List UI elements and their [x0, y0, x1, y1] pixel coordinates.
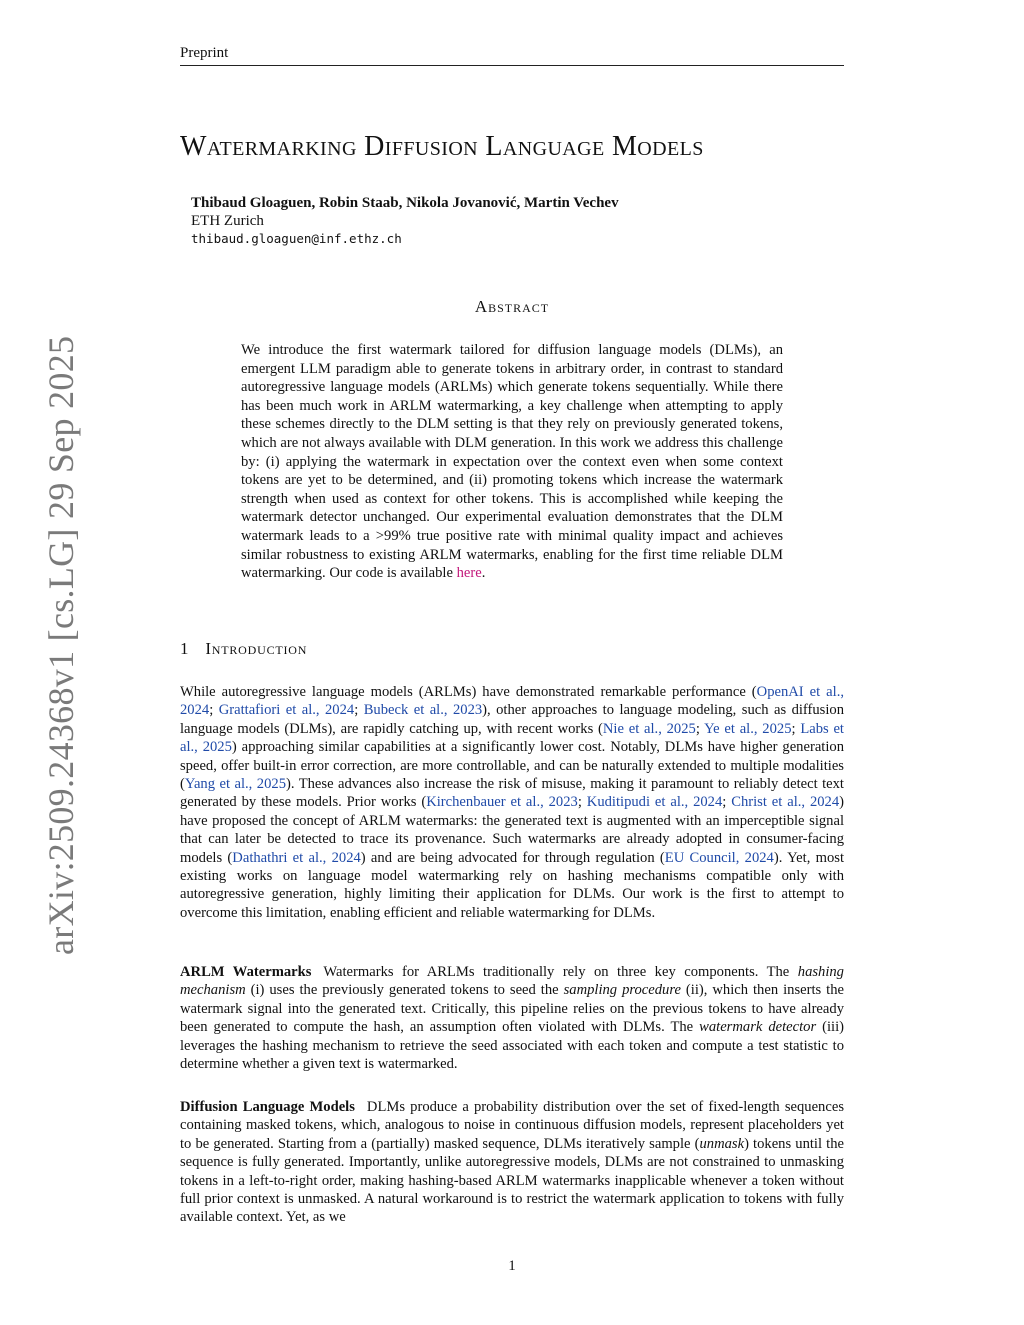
diffusion-language-models-paragraph [180, 1098, 844, 1227]
paragraph-heading: Diffusion Language Models [180, 1099, 355, 1115]
citation-link[interactable]: Kuditipudi et al., 2024 [586, 794, 723, 811]
citation-link[interactable]: Christ et al., 2024 [731, 794, 840, 811]
emphasis-term: hashing mechanism [180, 964, 844, 999]
author-email: thibaud.gloaguen@inf.ethz.ch [191, 231, 402, 246]
citation-link[interactable]: Dathathri et al., 2024 [232, 849, 361, 866]
text-run: ) tokens until the sequence is fully generated. Importantly, unlike autoregressive models, DLMs are not constrained to unmasking tokens in a left-to-right order, making hashing-based ARLM watermarks inapplicable whenever a token without full prior context is unmasked. A natural workaround is to restrict the watermark application to tokens with fully available context. Yet, as we [180, 1135, 844, 1226]
abstract-text: We introduce the first watermark tailored for diffusion language models (DLMs), an emergent LLM paradigm able to generate tokens in arbitrary order, in contrast to standard autoregressive language models (ARLMs) which generate tokens sequentially. While there has been much work in ARLM watermarking, a key challenge when attempting to apply these schemes directly to the DLM setting is that they rely on previously generated tokens, which are not always available with DLM generation. In this work we address this challenge by: (i) applying the watermark in expectation over the context even when some context tokens are yet to be determined, and (ii) promoting tokens which increase the watermark strength when used as context for other tokens. This is accomplished while keeping the watermark detector unchanged. Our experimental evaluation demonstrates that the DLM watermark leads to a >99% true positive rate with minimal quality impact and achieves similar robustness to existing ARLM watermarks, enabling for the first time reliable DLM watermarking. Our code is available [241, 342, 783, 582]
abstract-body [241, 341, 783, 583]
emphasis-term: unmask [699, 1135, 745, 1152]
citation-link[interactable]: Labs et al., 2025 [180, 720, 844, 756]
text-run: (iii) leverages the hashing mechanism to retrieve the seed associated with each token and compute a test statistic to determine whether a given text is watermarked. [180, 1019, 844, 1073]
text-run: ) approaching similar capabilities at a significantly lower cost. Notably, DLMs have higher generation speed, offer built-in error correction, are more controllable, and can be naturally extended to multiple modalities ( [180, 739, 844, 793]
running-head: Preprint [180, 45, 844, 66]
intro-paragraph [180, 683, 844, 922]
text-run: ; [791, 720, 801, 737]
text-run: ) and are being advocated for through regulation ( [360, 849, 665, 866]
emphasis-term: sampling procedure [563, 982, 681, 999]
citation-link[interactable]: Grattafiori et al., 2024 [218, 702, 355, 719]
citation-link[interactable]: Nie et al., 2025 [602, 720, 696, 737]
text-run: While autoregressive language models (ARLMs) have demonstrated remarkable performance ( [180, 684, 757, 700]
text-run: DLMs produce a probability distribution over the set of fixed-length sequences containing masked tokens, which, analogous to noise in continuous diffusion models, represent placeholders yet to be generated. Starting from a (partially) masked sequence, DLMs iteratively sample ( [180, 1099, 844, 1152]
citation-link[interactable]: Ye et al., 2025 [704, 720, 792, 737]
author-block [191, 194, 619, 248]
text-run: (i) uses the previously generated tokens to seed the [245, 982, 564, 999]
text-run: Watermarks for ARLMs traditionally rely on three key components. The [323, 964, 798, 980]
code-link[interactable]: here [456, 565, 482, 582]
text-run: ; [354, 702, 364, 719]
citation-link[interactable]: Kirchenbauer et al., 2023 [426, 794, 578, 811]
abstract-period: . [481, 565, 486, 582]
paragraph-heading: ARLM Watermarks [180, 964, 312, 980]
abstract-heading: Abstract [474, 297, 550, 316]
text-run: ) have proposed the concept of ARLM watermarks: the generated text is augmented with an imperceptible signal that can later be detected to trace its provenance. Such watermarks are already adopted in consumer-facing models ( [180, 794, 845, 866]
citation-link[interactable]: OpenAI et al., 2024 [180, 684, 845, 719]
text-run: ; [695, 720, 705, 737]
citation-link[interactable]: EU Council, 2024 [664, 849, 774, 866]
emphasis-term: watermark detector [699, 1019, 817, 1036]
text-run: ). Yet, most existing works on language model watermarking rely on hashing mechanisms compatible only with autoregressive generation, highly limiting their application for DLMs. Our work is the first to attempt to overcome this limitation, enabling efficient and reliable watermarking for DLMs. [180, 849, 845, 921]
text-run: ; [209, 702, 219, 719]
section-title: Introduction [205, 639, 308, 658]
affiliation: ETH Zurich [191, 213, 264, 229]
arxiv-identifier-stamp: arXiv:2509.24368v1 [cs.LG] 29 Sep 2025 [41, 335, 81, 955]
section-number: 1 [180, 639, 190, 658]
citation-link[interactable]: Yang et al., 2025 [184, 776, 286, 793]
text-run: ; [722, 794, 732, 811]
text-run: ). These advances also increase the risk of misuse, making it paramount to reliably detect text generated by these models. Prior works ( [180, 776, 844, 811]
author-names: Thibaud Gloaguen, Robin Staab, Nikola Jovanović, Martin Vechev [191, 195, 619, 211]
section-heading-introduction [180, 639, 307, 659]
citation-link[interactable]: Bubeck et al., 2023 [363, 702, 483, 719]
text-run: (ii), which then inserts the watermark signal into the generated text. Critically, this pipeline relies on the previous tokens to have already been generated to compute the hash, an assumption often violated with DLMs. The [180, 982, 844, 1036]
page-number: 1 [508, 1258, 516, 1274]
text-run: ; [577, 794, 587, 811]
arlm-watermarks-paragraph [180, 963, 844, 1073]
text-run: ), other approaches to language modeling, such as diffusion language models (DLMs), are rapidly catching up, with recent works ( [180, 702, 845, 737]
paper-title: Watermarking Diffusion Language Models [180, 131, 704, 162]
